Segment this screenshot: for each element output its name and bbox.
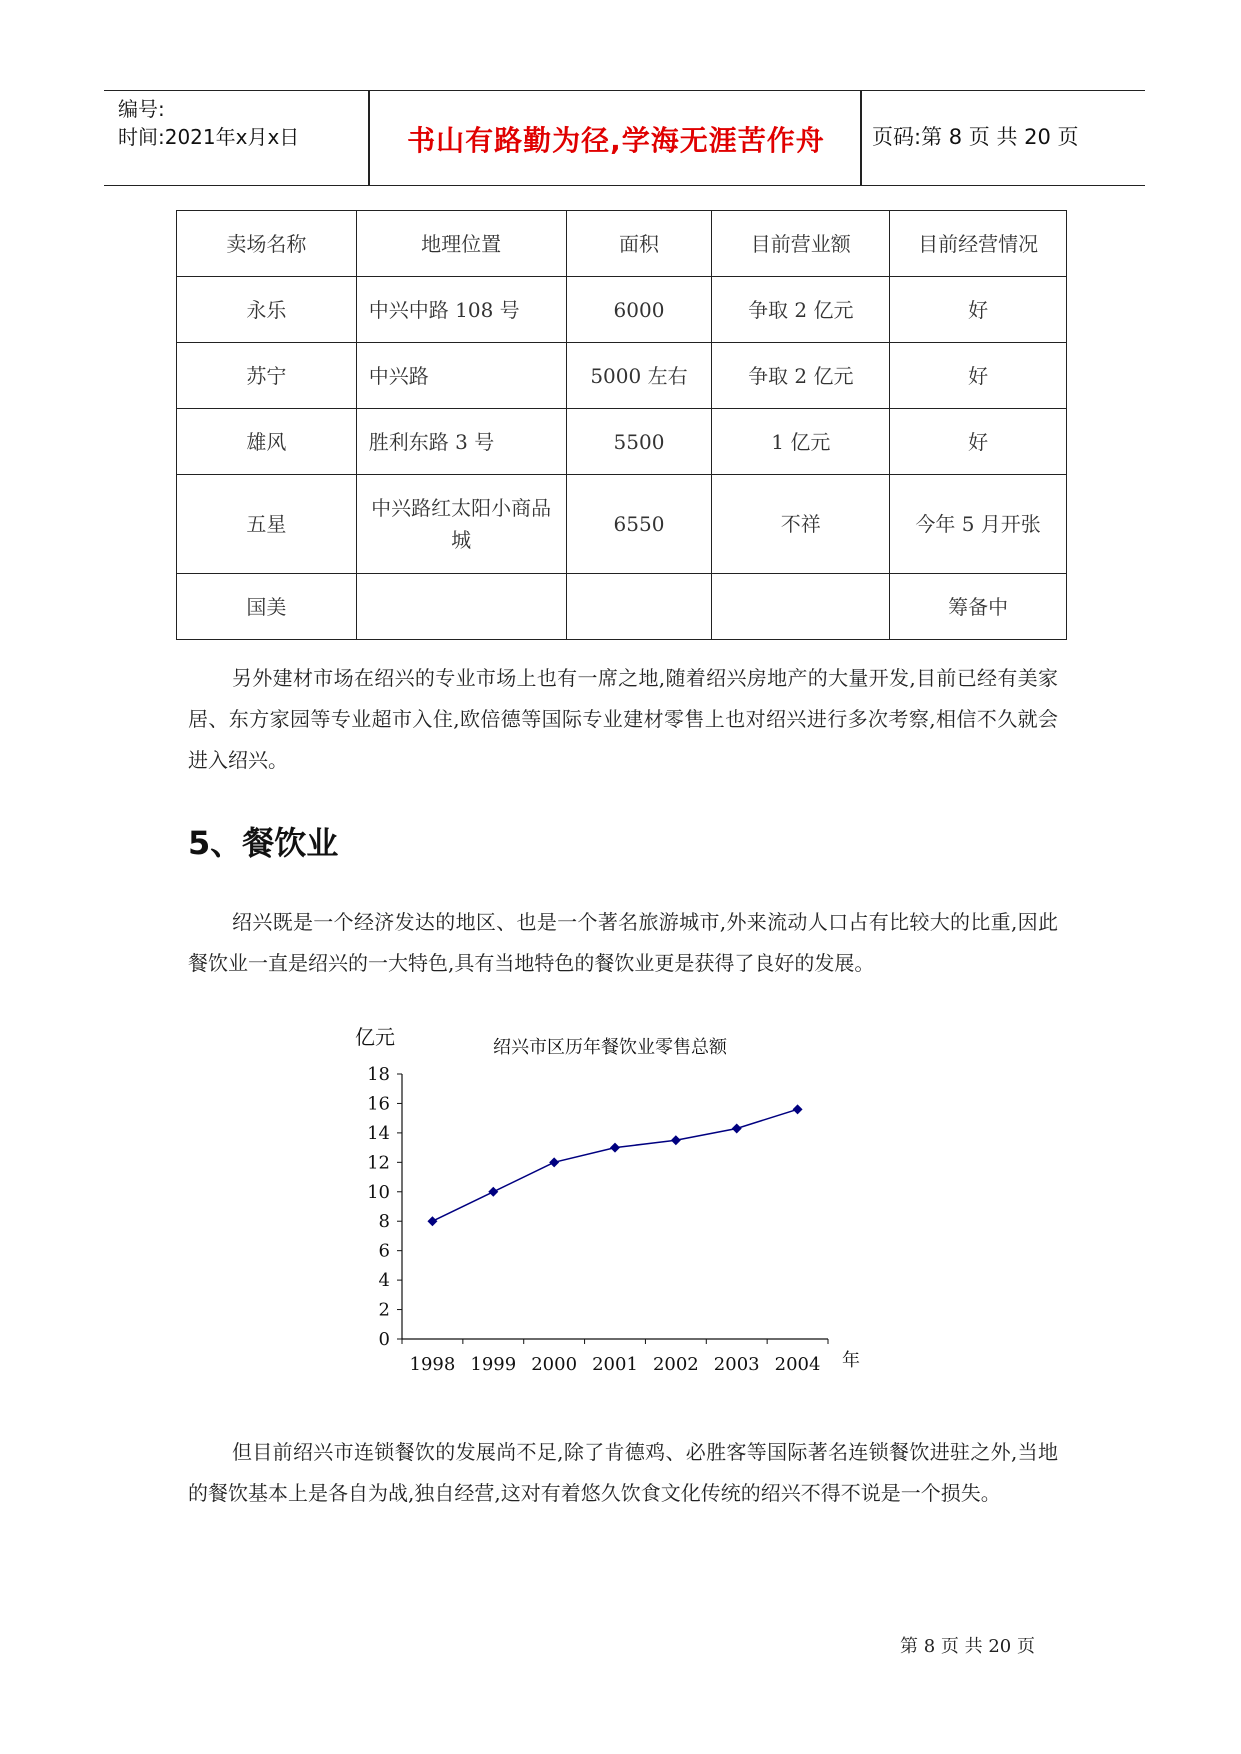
- table-cell: 6550: [566, 475, 712, 574]
- time-label: 时间:2021年x月x日: [118, 125, 300, 149]
- table-cell: [566, 574, 712, 640]
- table-cell: 国美: [177, 574, 357, 640]
- header-motto: 书山有路勤为径,学海无涯苦作舟: [407, 124, 825, 157]
- table-cell: 今年 5 月开张: [890, 475, 1067, 574]
- chart-x-tick-label: 2003: [713, 1354, 760, 1375]
- chart-data-point: [671, 1135, 681, 1145]
- chart-x-tick-label: 2000: [531, 1354, 578, 1375]
- table-row: [177, 277, 1067, 343]
- table-cell: [712, 574, 890, 640]
- table-row: [177, 574, 1067, 640]
- table-cell: 胜利东路 3 号: [356, 409, 566, 475]
- table-cell: 5500: [566, 409, 712, 475]
- chart-x-tick-label: 1999: [470, 1354, 517, 1375]
- table-header-row: [177, 211, 1067, 277]
- table-cell: 五星: [177, 475, 357, 574]
- chart-title: 绍兴市区历年餐饮业零售总额: [493, 1037, 727, 1058]
- chart-x-tick-label: 1998: [409, 1354, 456, 1375]
- table-cell: 苏宁: [177, 343, 357, 409]
- chart-y-axis-label: 亿元: [355, 1025, 395, 1049]
- header-divider: [860, 91, 862, 185]
- chart-data-point: [732, 1123, 742, 1133]
- chart-y-tick-label: 2: [378, 1299, 390, 1321]
- table-row: [177, 475, 1067, 574]
- table-cell: 筹备中: [890, 574, 1067, 640]
- chart-x-tick-label: 2004: [774, 1354, 821, 1375]
- chart-y-tick-label: 10: [367, 1181, 390, 1203]
- chart-x-axis-label: 年: [842, 1350, 860, 1371]
- number-label: 编号:: [118, 97, 165, 121]
- chart-y-tick-label: 18: [367, 1064, 390, 1085]
- table-cell: 争取 2 亿元: [712, 277, 890, 343]
- table-header-cell: 目前经营情况: [890, 211, 1067, 277]
- table-cell: 永乐: [177, 277, 357, 343]
- table-cell: 不祥: [712, 475, 890, 574]
- chart-data-point: [793, 1104, 803, 1114]
- page-header: [104, 90, 1145, 186]
- chart-y-tick-label: 8: [378, 1211, 390, 1233]
- chart-y-tick-label: 12: [367, 1152, 390, 1174]
- section-heading: 5、餐饮业: [188, 824, 339, 862]
- chart-data-point: [549, 1157, 559, 1167]
- table-row: [177, 409, 1067, 475]
- table-header-cell: 面积: [566, 211, 712, 277]
- header-divider: [368, 91, 370, 185]
- paragraph-chain-restaurants: 但目前绍兴市连锁餐饮的发展尚不足,除了肯德鸡、必胜客等国际著名连锁餐饮进驻之外,当地的餐饮基本上是各自为战,独自经营,这对有着悠久饮食文化传统的绍兴不得不说是一个损失。: [188, 1440, 1058, 1505]
- store-table: [176, 210, 1067, 640]
- chart-y-tick-label: 4: [378, 1270, 390, 1292]
- table-cell: 中兴中路 108 号: [356, 277, 566, 343]
- table-cell: 中兴路红太阳小商品城: [356, 475, 566, 574]
- table-header-cell: 目前营业额: [712, 211, 890, 277]
- paragraph-building-materials: 另外建材市场在绍兴的专业市场上也有一席之地,随着绍兴房地产的大量开发,目前已经有美家居、东方家园等专业超市入住,欧倍德等国际专业建材零售上也对绍兴进行多次考察,相信不久就会进入绍兴。: [188, 666, 1058, 772]
- chart-y-tick-label: 16: [367, 1093, 390, 1115]
- table-cell: 好: [890, 343, 1067, 409]
- table-cell: 6000: [566, 277, 712, 343]
- chart-data-point: [488, 1187, 498, 1197]
- header-page-label: 页码:第 8 页 共 20 页: [872, 125, 1079, 149]
- table-header-cell: 卖场名称: [177, 211, 357, 277]
- page-footer: 第 8 页 共 20 页: [900, 1636, 1035, 1657]
- chart-x-tick-label: 2002: [652, 1354, 699, 1375]
- table-header-cell: 地理位置: [356, 211, 566, 277]
- chart-x-tick-label: 2001: [592, 1354, 638, 1375]
- chart-data-point: [427, 1216, 437, 1226]
- table-row: [177, 343, 1067, 409]
- table-cell: 雄风: [177, 409, 357, 475]
- chart-data-point: [610, 1143, 620, 1153]
- chart-y-tick-label: 0: [378, 1329, 390, 1350]
- paragraph-catering: 绍兴既是一个经济发达的地区、也是一个著名旅游城市,外来流动人口占有比较大的比重,因此餐饮业一直是绍兴的一大特色,具有当地特色的餐饮业更是获得了良好的发展。: [188, 910, 1058, 975]
- table-cell: 好: [890, 277, 1067, 343]
- table-cell: 5000 左右: [566, 343, 712, 409]
- table-cell: 争取 2 亿元: [712, 343, 890, 409]
- chart-y-tick-label: 14: [367, 1122, 390, 1144]
- table-cell: 好: [890, 409, 1067, 475]
- header-left: [118, 95, 299, 151]
- table-cell: 1 亿元: [712, 409, 890, 475]
- chart-series-line: [432, 1109, 797, 1221]
- chart-y-tick-label: 6: [378, 1240, 390, 1262]
- table-cell: 中兴路: [356, 343, 566, 409]
- table-cell: [356, 574, 566, 640]
- catering-sales-chart: [340, 1010, 880, 1390]
